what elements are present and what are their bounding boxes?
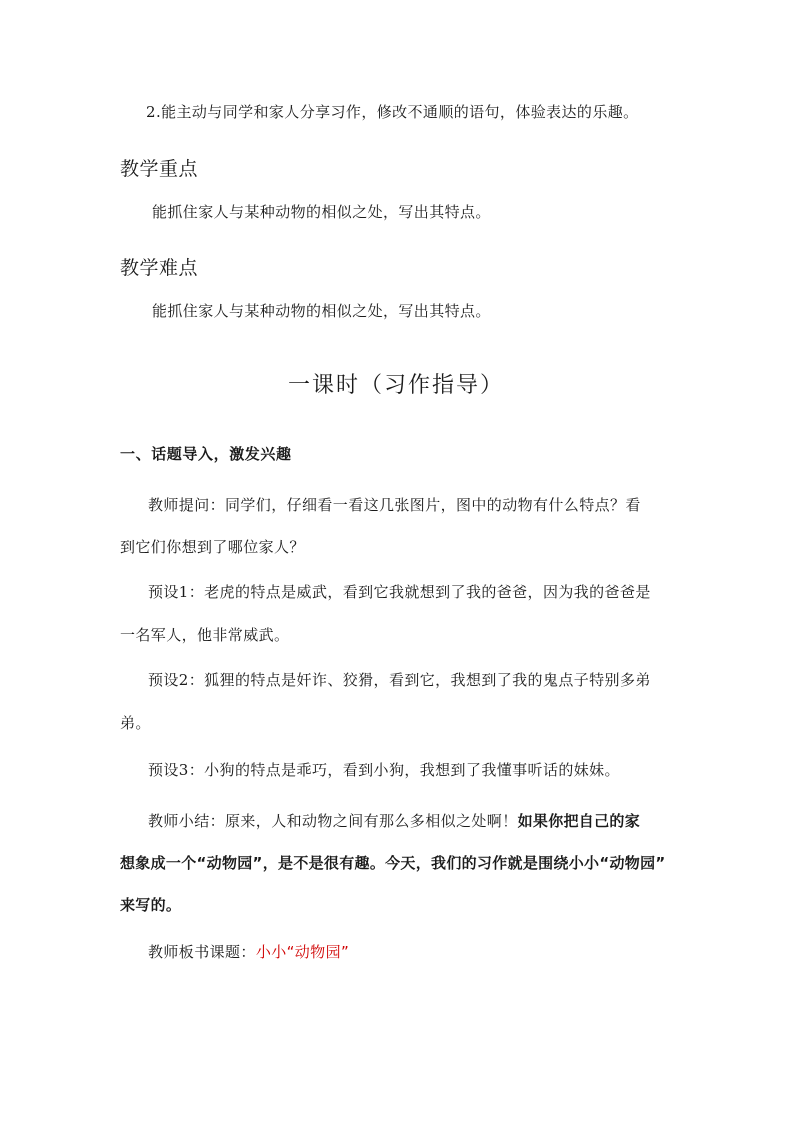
preset3: 预设3：小狗的特点是乖巧，看到小狗，我想到了我懂事听话的妹妹。 — [148, 761, 620, 779]
summary-bold-text: 如果你把自己的家 — [517, 812, 641, 830]
preset1-line1: 预设1：老虎的特点是威武，看到它我就想到了我的爸爸，因为我的爸爸是 — [148, 583, 651, 601]
board-writing-label: 教师板书课题： — [148, 943, 256, 961]
preset1-line2: 一名军人，他非常威武。 — [120, 626, 290, 644]
key-points-text: 能抓住家人与某种动物的相似之处，写出其特点。 — [152, 203, 491, 221]
difficult-points-heading: 教学难点 — [120, 257, 199, 279]
teacher-summary-line1 — [148, 811, 640, 831]
section1-heading: 一、话题导入，激发兴趣 — [120, 445, 292, 463]
teacher-summary-line2: 想象成一个“动物园”，是不是很有趣。今天，我们的习作就是围绕小小“动物园” — [120, 854, 666, 872]
preset2-line1: 预设2：狐狸的特点是奸诈、狡猾，看到它，我想到了我的鬼点子特别多弟 — [148, 671, 651, 689]
key-points-heading: 教学重点 — [120, 158, 199, 180]
preset2-line2: 弟。 — [120, 714, 151, 732]
board-writing — [148, 942, 349, 962]
difficult-points-text: 能抓住家人与某种动物的相似之处，写出其特点。 — [152, 302, 491, 320]
objective-item-2: 2.能主动与同学和家人分享习作，修改不通顺的语句，体验表达的乐趣。 — [146, 103, 639, 121]
teacher-question-line2: 到它们你想到了哪位家人？ — [120, 538, 305, 556]
lesson-title: 一课时（习作指导） — [288, 373, 505, 398]
summary-normal-text: 教师小结：原来，人和动物之间有那么多相似之处啊！ — [148, 812, 518, 830]
teacher-summary-line3: 来写的。 — [120, 896, 182, 914]
board-writing-topic: 小小“动物园” — [255, 943, 350, 961]
teacher-question-line1: 教师提问：同学们，仔细看一看这几张图片，图中的动物有什么特点？看 — [148, 496, 641, 514]
